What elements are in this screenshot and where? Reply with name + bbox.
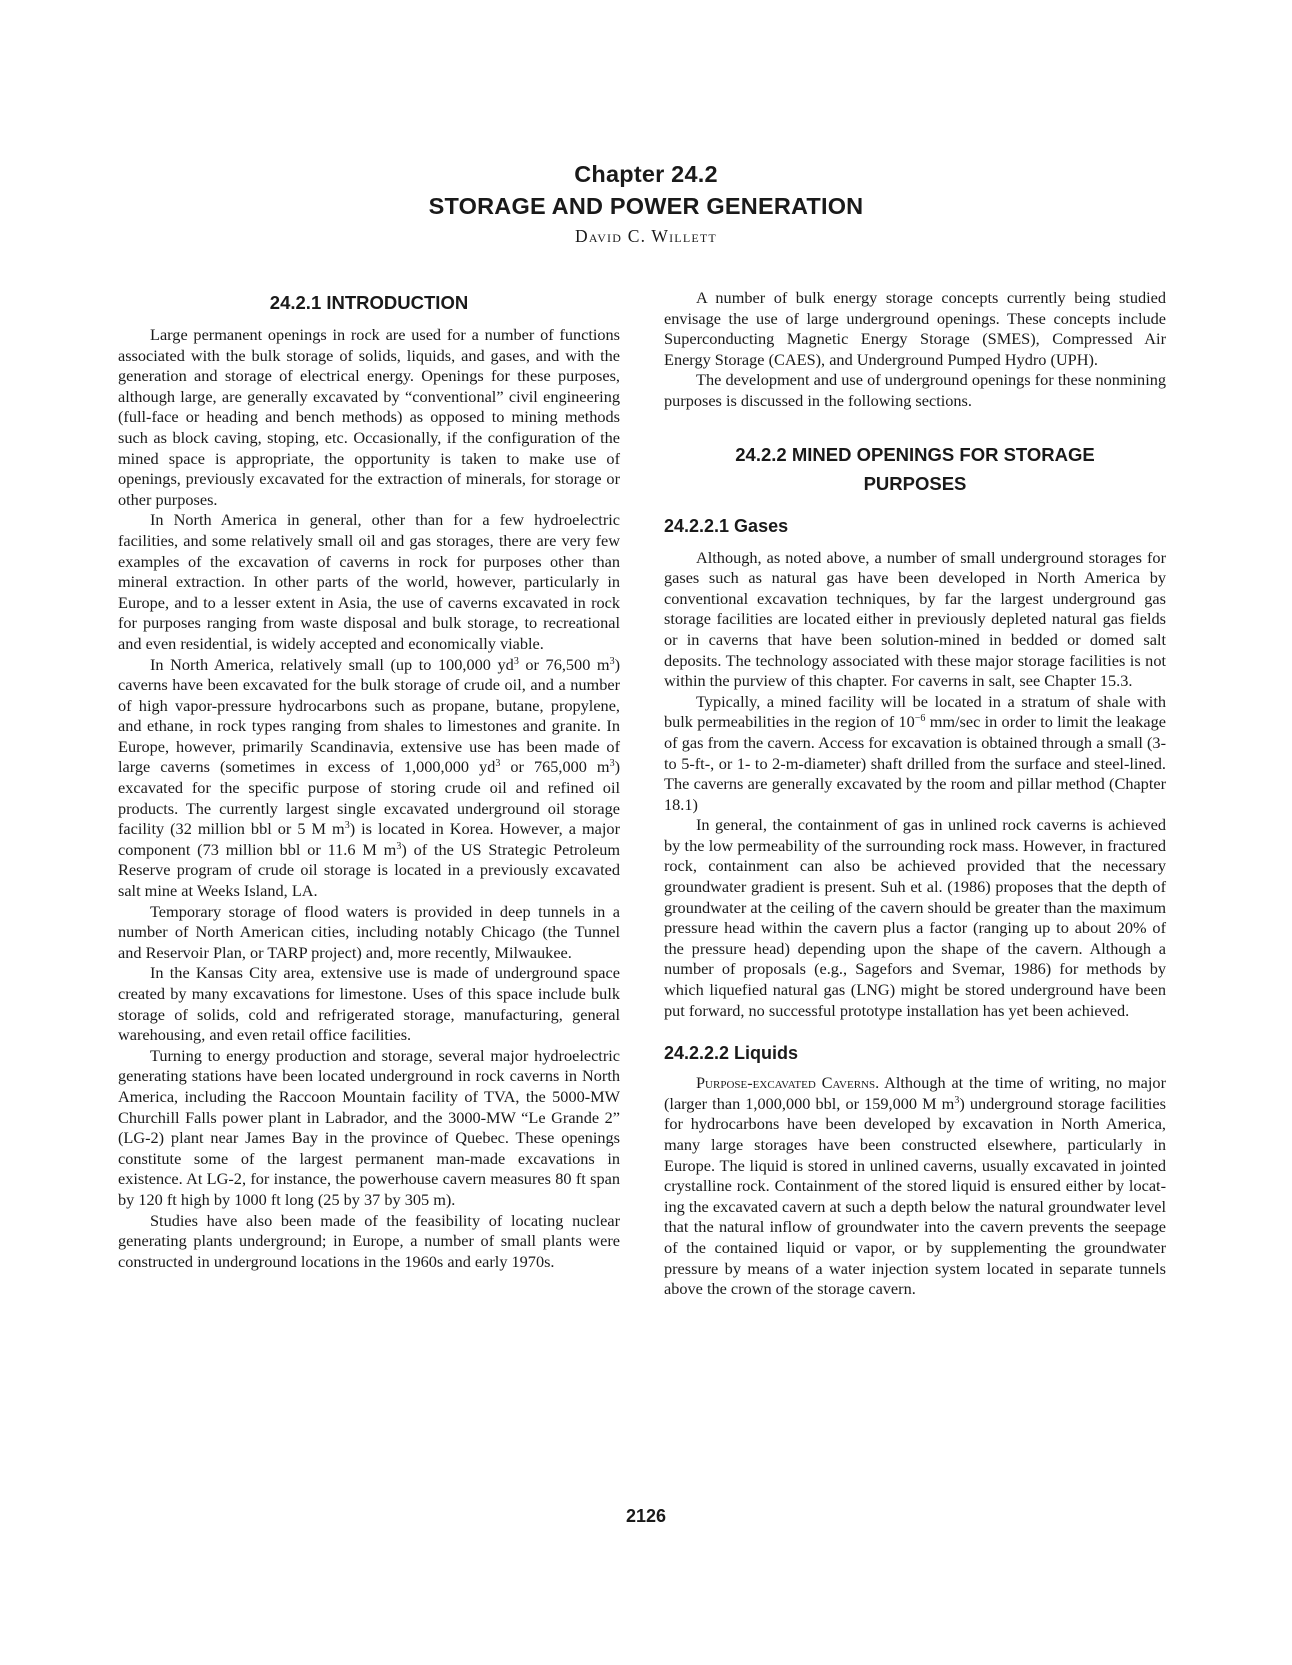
author-name: David C. Willett bbox=[575, 226, 717, 246]
intro-paragraph-5: In the Kansas City area, extensive use is made of underground space created by many excavations for limestone. Uses of this space include bulk storage of solids, cold and refrigerated storage, manufacturing, general warehousing, and even retail office facilities. bbox=[118, 963, 620, 1045]
intro-paragraph-7: Studies have also been made of the feasibility of locating nuclear generating plants underground; in Europe, a number of small plants were constructed in underground locations in the 1960s and early 1970s. bbox=[118, 1210, 620, 1271]
subsection-heading-liquids: 24.2.2.2 Liquids bbox=[664, 1043, 799, 1064]
page-number: 2126 bbox=[625, 1506, 667, 1526]
run-in-heading: Purpose-excavated Caverns. bbox=[696, 1073, 880, 1093]
intro-paragraph-2: In North America in general, other than for a few hydroelectric facilities, and some relatively small oil and gas storages, there are very few examples of the excavation of caverns in rock for purposes other than mineral extraction. In other parts of the world, however, particularly in Europe, and to a lesser extent in Asia, the use of caverns excavated in rock for purposes ranging from waste disposal and bulk storage, to recreational and even residential, is widely accepted and economically viable. bbox=[118, 510, 620, 653]
chapter-title: STORAGE AND POWER GENERATION bbox=[428, 193, 864, 219]
intro-paragraph-1: Large permanent openings in rock are used for a number of functions associated with the bulk storage of solids, liquids, and gases, and with the generation and storage of electrical energy. Openings for these purposes, although large, are generally excavated by “conventional” civil engineering (full-face or heading and bench methods) as opposed to mining methods such as block caving, stoping, etc. Occasionally, if the configuration of the mined space is appropriate, the opportunity is taken to make use of openings, previously excavated for the extraction of minerals, for storage or other purposes. bbox=[118, 325, 620, 509]
intro-paragraph-3: In North America, relatively small (up to 100,000 $yd^3$ or 76,500 $m^3$) caverns have been excavated for the bulk storage of crude oil, and a number of high vapor-pressure hydrocarbons such as propane, butane, propylene, and ethane, in rock types ranging from shales to limestones and granite. In Europe, however, primarily Scandinavia, extensive use has been made of large caverns (sometimes in excess of 1,000,000 $yd^3$ or 765,000 $m^3$) excavated for the specific purpose of storing crude oil and refined oil products. The currently largest single excavated underground oil storage facility (32 million bbl or 5 M $m^3$) is located in Korea. However, a major component (73 million bbl or 11.6 M $m^3$) of the US Strategic Petroleum Reserve program of crude oil storage is located in a previously excavated salt mine at Weeks Island, LA. bbox=[118, 654, 621, 901]
intro-paragraph-6: Turning to energy production and storage, several major hydroelectric generating stations have been located underground in rock caverns in North America, including the Raccoon Mountain facility of TVA, the 5000-MW Churchill Falls power plant in Labrador, and the 3000-MW “Le Grande 2” (LG-2) plant near James Bay in the province of Quebec. These openings constitute some of the largest permanent man-made excavations in existence. At LG-2, for instance, the powerhouse cavern measures 80 ft span by 120 ft high by 1000 ft long (25 by 37 by 305 m). bbox=[118, 1045, 620, 1209]
right-column bbox=[664, 288, 1166, 1300]
liquids-paragraph-1: Purpose-excavated Caverns. Although at the time of writing, no major (larger than 1,000,000 bbl, or 159,000 M $m^3$) underground storage facilities for hydrocarbons have been developed by excavation in North America, many large storages have been constructed elsewhere, particularly in Europe. The liquid is stored in unlined caverns, usually excavated in jointed crystalline rock. Containment of the stored liquid is ensured either by locating the excavated cavern at such a depth below the natural groundwater level that the natural inflow of groundwater into the cavern prevents the seepage of the contained liquid or vapor, or by supplementing the groundwater pressure by means of a water injection system located in separate tunnels above the crown of the storage cavern. bbox=[664, 1073, 1166, 1299]
gases-paragraph-2: Typically, a mined facility will be located in a stratum of shale with bulk permeabilities in the region of $10^{-6}$ mm/sec in order to limit the leakage of gas from the cavern. Access for excavation is obtained through a small (3- to 5-ft-, or 1- to 2-m-diameter) shaft drilled from the surface and steel-lined. The caverns are generally excavated by the room and pillar method (Chapter 18.1) bbox=[664, 691, 1167, 814]
intro-paragraph-4: Temporary storage of flood waters is provided in deep tunnels in a number of North American cities, including notably Chicago (the Tunnel and Reservoir Plan, or TARP project) and, more recently, Milwaukee. bbox=[118, 901, 620, 962]
left-column bbox=[118, 288, 620, 1272]
section-heading-introduction: 24.2.1 INTRODUCTION bbox=[269, 292, 469, 313]
author-line bbox=[0, 224, 1292, 249]
chapter-number: Chapter 24.2 bbox=[574, 161, 718, 187]
intro-paragraph-9: The development and use of underground openings for these nonmining purposes is discussed in the following sections. bbox=[664, 370, 1166, 410]
intro-paragraph-8: A number of bulk energy storage concepts currently being studied envisage the use of large underground openings. These concepts include Superconducting Magnetic Energy Storage (SMES), Compressed Air Energy Storage (CAES), and Underground Pumped Hydro (UPH). bbox=[664, 288, 1166, 369]
gases-paragraph-3: In general, the containment of gas in unlined rock caverns is achieved by the low permeability of the surrounding rock mass. However, in fractured rock, containment can also be achieved provided that the necessary groundwater gradient is present. Suh et al. (1986) proposes that the depth of groundwater at the ceiling of the cavern should be greater than the maximum pressure head within the cavern plus a factor (ranging up to about 20% of the pressure head) depending upon the shape of the cavern. Although a number of proposals (e.g., Sagefors and Svemar, 1986) for methods by which liquefied natural gas (LNG) might be stored underground have been put forward, no successful prototype installation has yet been achieved. bbox=[664, 815, 1166, 1020]
gases-paragraph-1: Although, as noted above, a number of small underground storages for gases such as natural gas have been developed in North America by conventional excavation techniques, by far the largest underground gas storage facilities are located either in previously depleted natural gas fields or in caverns that have been solution-mined in bedded or domed salt deposits. The technology associated with these major storage facilities is not within the purview of this chapter. For caverns in salt, see Chapter 15.3. bbox=[664, 547, 1166, 691]
section-heading-mined-openings: 24.2.2 MINED OPENINGS FOR STORAGE PURPOSES bbox=[735, 443, 1095, 494]
subsection-heading-gases: 24.2.2.1 Gases bbox=[664, 515, 789, 536]
chapter-header bbox=[0, 158, 1292, 249]
